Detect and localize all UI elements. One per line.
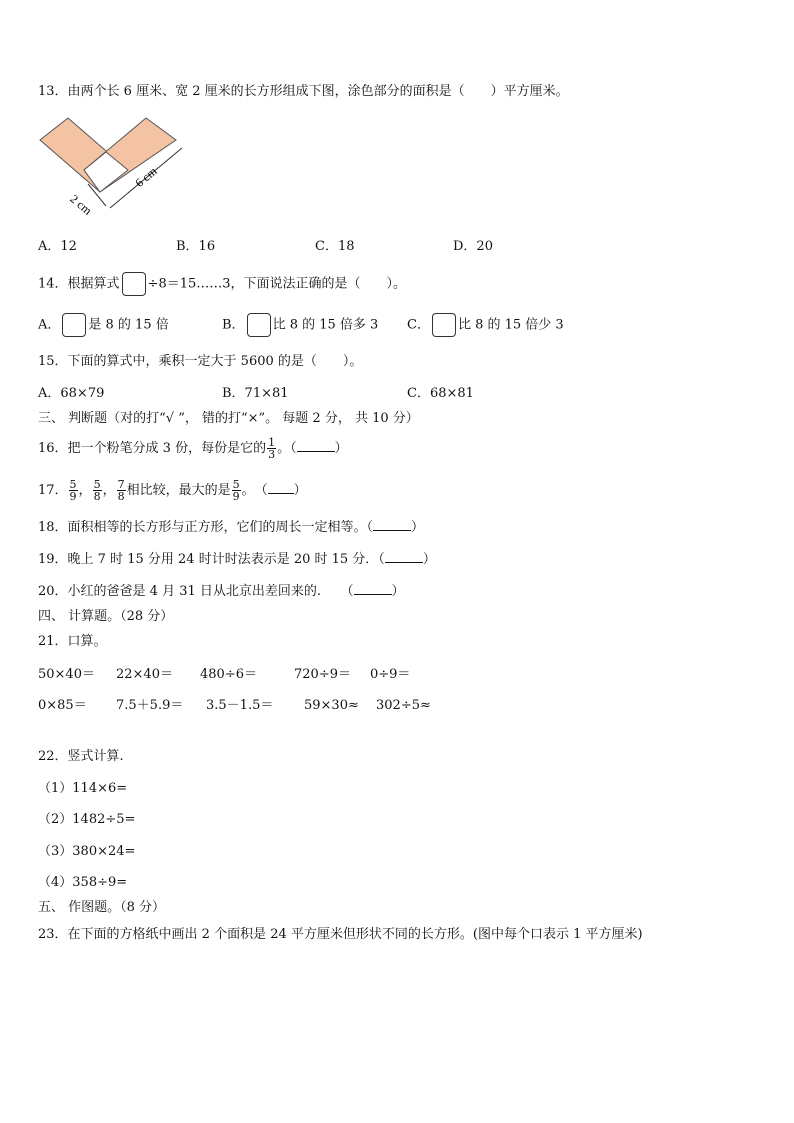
mental-math-item: 0×85＝ (38, 698, 87, 713)
option-label: A． (38, 317, 61, 333)
answer-box (62, 313, 86, 337)
q16-text (38, 434, 348, 464)
mental-math-item: 7.5＋5.9＝ (116, 698, 184, 713)
q15-option-a[interactable]: A．68×79 (38, 386, 105, 401)
mental-math-item: 3.5－1.5＝ (206, 698, 274, 713)
answer-box (432, 313, 456, 337)
close-paren: ） (334, 441, 348, 456)
vertical-calc-item: （3）380×24= (38, 844, 136, 859)
q18-statement: 18．面积相等的长方形与正方形，它们的周长一定相等。（ (38, 520, 374, 535)
q14-pre: 14．根据算式 (38, 276, 120, 292)
length-label: 6 cm (132, 163, 160, 190)
q15-option-c[interactable]: C．68×81 (407, 386, 474, 401)
fraction: $\frac{7}{8}$ (117, 478, 125, 503)
q16-post: 。（ (277, 441, 297, 456)
q18-text (38, 519, 424, 536)
q21-title: 21．口算。 (38, 634, 107, 649)
mental-math-item: 480÷6＝ (200, 667, 257, 682)
option-label: C． (407, 317, 430, 333)
option-text: 是 8 的 15 倍 (88, 317, 169, 333)
q22-title: 22．竖式计算. (38, 749, 124, 764)
answer-blank[interactable] (385, 551, 423, 563)
q14-post: ÷8＝15……3，下面说法正确的是（ ）。 (147, 276, 407, 292)
vertical-calc-item: （2）1482÷5= (38, 812, 136, 827)
q23-text: 23．在下面的方格纸中画出 2 个面积是 24 平方厘米但形状不同的长方形。(图中每个口表示 1 平方厘米) (38, 927, 643, 942)
close-paren: ） (422, 552, 436, 567)
q14-text (38, 272, 406, 297)
answer-box (247, 313, 271, 337)
width-label: 2 cm (67, 191, 95, 218)
mental-math-item: 720÷9＝ (294, 667, 351, 682)
q14-option-c[interactable] (407, 313, 564, 338)
q13-option-b[interactable]: B．16 (176, 239, 216, 254)
q17-pre: 17． (38, 483, 68, 498)
answer-blank[interactable] (297, 440, 335, 452)
section-4-heading: 四、 计算题。（28 分） (38, 609, 174, 624)
answer-blank[interactable] (373, 519, 411, 531)
q13-figure (36, 112, 186, 222)
mental-math-item: 22×40＝ (116, 667, 173, 682)
q19-statement: 19．晚上 7 时 15 分用 24 时计时法表示是 20 时 15 分．（ (38, 552, 385, 567)
q13-option-d[interactable]: D．20 (453, 239, 493, 254)
fraction: $\frac{5}{9}$ (69, 478, 77, 503)
q15-text: 15．下面的算式中，乘积一定大于 5600 的是（ ）。 (38, 354, 363, 369)
q17-text (38, 476, 307, 506)
q20-text (38, 583, 405, 600)
vertical-calc-item: （4）358÷9= (38, 875, 128, 890)
separator: ， (102, 483, 116, 498)
mental-math-item: 59×30≈ (304, 698, 359, 713)
q17-mid: 相比较，最大的是 (126, 483, 231, 498)
close-paren: ） (411, 520, 425, 535)
q14-option-b[interactable] (222, 313, 378, 338)
option-text: 比 8 的 15 倍多 3 (272, 317, 379, 333)
q15-option-b[interactable]: B．71×81 (222, 386, 289, 401)
q20-statement: 20．小红的爸爸是 4 月 31 日从北京出差回来的. （ (38, 584, 354, 599)
fraction: $\frac{1}{3}$ (268, 436, 276, 461)
q17-post: 。 （ (241, 483, 268, 498)
close-paren: ） (293, 483, 307, 498)
mental-math-item: 50×40＝ (38, 667, 95, 682)
option-label: B． (222, 317, 245, 333)
option-text: 比 8 的 15 倍少 3 (457, 317, 564, 333)
answer-blank[interactable] (268, 482, 294, 494)
q19-text (38, 551, 436, 568)
mental-math-item: 302÷5≈ (376, 698, 431, 713)
answer-box (122, 272, 146, 296)
q16-pre: 16．把一个粉笔分成 3 份，每份是它的 (38, 441, 267, 456)
section-5-heading: 五、 作图题。（8 分） (38, 900, 166, 915)
separator: ， (78, 483, 92, 498)
mental-math-item: 0÷9＝ (370, 667, 411, 682)
answer-blank[interactable] (354, 583, 392, 595)
q13-text: 13．由两个长 6 厘米、宽 2 厘米的长方形组成下图，涂色部分的面积是（ ）平方厘米。 (38, 84, 569, 99)
section-3-heading: 三、 判断题（对的打“√ ”， 错的打“×”。 每题 2 分， 共 10 分） (38, 411, 419, 426)
fraction: $\frac{5}{8}$ (93, 478, 101, 503)
q14-option-a[interactable] (38, 313, 169, 338)
q13-option-c[interactable]: C．18 (315, 239, 355, 254)
vertical-calc-item: （1）114×6= (38, 781, 128, 796)
q13-option-a[interactable]: A．12 (38, 239, 77, 254)
fraction: $\frac{5}{9}$ (232, 478, 240, 503)
close-paren: ） (391, 584, 405, 599)
